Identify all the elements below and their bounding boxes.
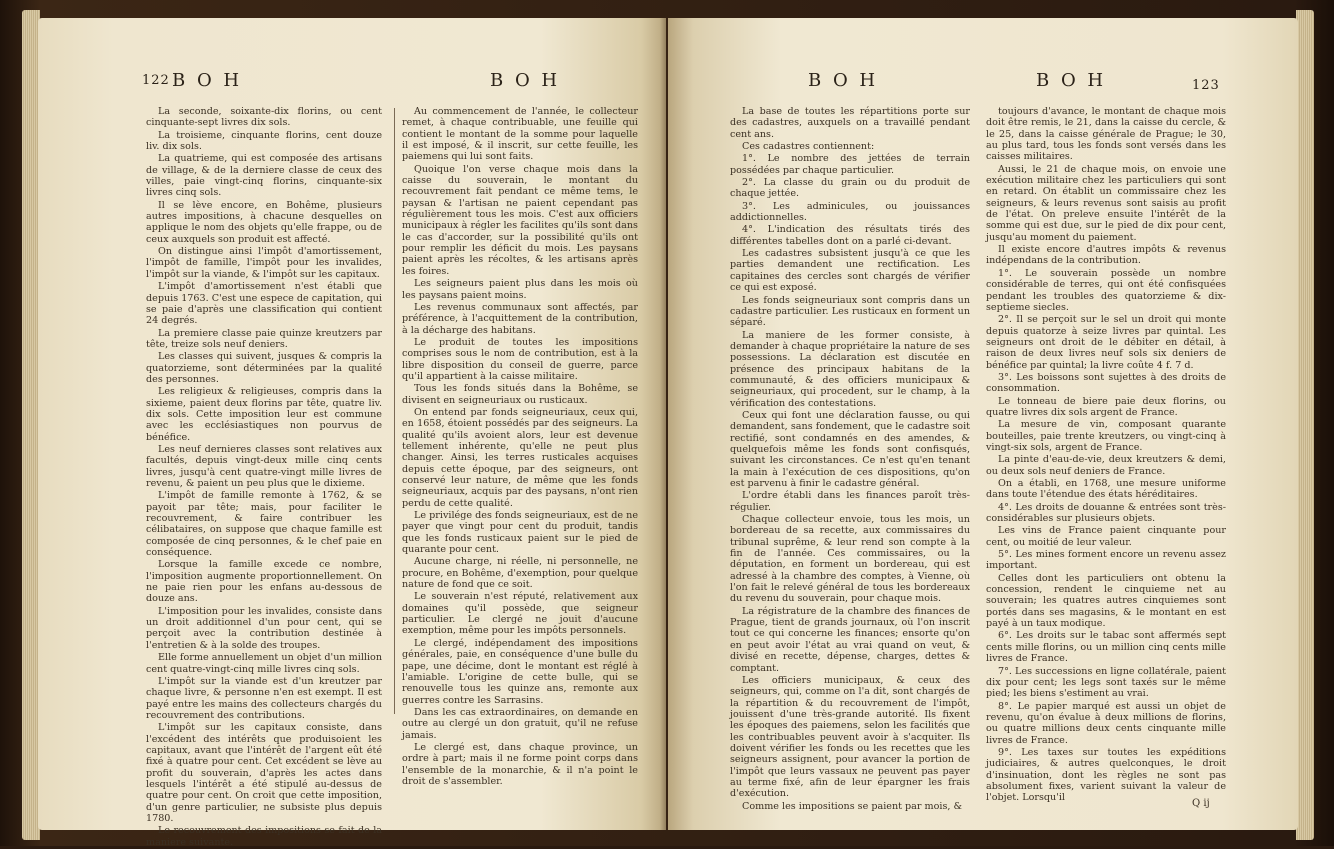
left-page-column-2 [402,106,638,788]
left-page-column-1 [146,106,382,849]
paragraph: Tous les fonds situés dans la Bohême, se divisent en seigneuriaux ou rusticaux. [402,383,638,406]
paragraph: Les officiers municipaux, & ceux des seigneurs, qui, comme on l'a dit, sont chargés de la répartition & du recouvrement de l'impôt, jouissent d'une très-grande autorité. Ils fixent les époques des paiemens, selon les facilités que les contribuables peuvent avoir à s'acquiter. Ils doivent vérifier les fonds ou les recettes que les seigneurs assignent, pour avancer la portion de l'impôt que leurs vassaux ne peuvent pas payer au terme fixé, afin de leur épargner les frais d'exécution. [730,674,970,800]
paragraph: La base de toutes les répartitions porte sur des cadastres, auxquels on a travaillé pendant cent ans. [730,106,970,140]
paragraph: La maniere de les former consiste, à demander à chaque propriétaire la nature de ses possessions. La déclaration est discutée en présence des principaux habitans de la communauté, & des officiers municipaux & seigneuriaux, qui procedent, sur le champ, à la vérification des contestations. [730,329,970,409]
paragraph: 2°. La classe du grain ou du produit de chaque jettée. [730,177,970,200]
paragraph: Dans les cas extraordinaires, on demande en outre au clergé un don gratuit, qu'il ne refuse jamais. [402,706,638,741]
paragraph: Le produit de toutes les impositions comprises sous le nom de contribution, est à la libre disposition du conseil de guerre, parce qu'il appartient à la caisse militaire. [402,336,638,382]
paragraph: Le recouvrement des impositions se fait de la maniere suivante. [146,825,382,848]
paragraph: Aucune charge, ni réelle, ni personnelle, ne procure, en Bohême, d'exemption, pour quelque nature de fond que ce soit. [402,556,638,591]
paragraph: 9°. Les taxes sur toutes les expéditions judiciaires, & autres quelconques, le droit d'insinuation, dont les règles ne sont pas absolument fixes, varient suivant la valeur de l'objet. Lorsqu'il [986,746,1226,804]
paragraph: Comme les impositions se paient par mois, & [742,800,963,812]
paragraph: Il se lève encore, en Bohême, plusieurs autres impositions, à chacune desquelles on applique le nom des objets qu'elle frappe, ou de ceux auxquels son produit est affecté. [146,199,382,245]
paragraph: L'imposition pour les invalides, consiste dans un droit additionnel d'un pour cent, qui se perçoit avec la contribution destinée à l'entretien & à la solde des troupes. [146,605,382,651]
paragraph: 5°. Les mines forment encore un revenu assez important. [986,549,1226,572]
paragraph: La troisieme, cinquante florins, cent douze liv. dix sols. [146,129,382,153]
paragraph: Lorsque la famille excede ce nombre, l'imposition augmente proportionnellement. On ne paie rien pour les enfans au-dessous de douze ans. [146,559,382,605]
paragraph: Les seigneurs paient plus dans les mois où les paysans paient moins. [402,278,638,301]
paragraph: Elle forme annuellement un objet d'un million cent quatre-vingt-cinq mille livres cinq sols. [146,652,382,675]
left-page-header [38,70,666,100]
paragraph: Celles dont les particuliers ont obtenu la concession, rendent le cinquieme net au souverain; les quatres autres cinquiemes sont portés dans ses magasins, & le montant en est payé à un taux modique. [986,572,1226,630]
paragraph: Les vins de France paient cinquante pour cent, ou moitié de leur valeur. [986,525,1226,548]
paragraph: Les cadastres subsistent jusqu'à ce que les parties demandent une rectification. Les capitaines des cercles sont chargés de vérifier ce qui est exposé. [730,248,970,294]
paragraph: Aussi, le 21 de chaque mois, on envoie une exécution militaire chez les particuliers qui sont en retard. On établit un commissaire chez les seigneurs, & leurs revenus sont saisis au profit de l'état. On preleve ensuite l'intérêt de la somme qui est due, sur le pied de dix pour cent, jusqu'au moment du paiement. [986,163,1226,243]
right-page-column-2 [986,106,1226,805]
paragraph: Le clergé est, dans chaque province, un ordre à part; mais il ne forme point corps dans l'ensemble de la monarchie, & il n'a point le droit de s'assembler. [402,741,638,787]
paragraph: Chaque collecteur envoie, tous les mois, un bordereau de sa recette, aux commissaires du tribunal suprême, & leur rend son compte à la fin de l'année. Ces commissaires, ou la députation, en forment un bordereau, qui est adressé à la chambre des comptes, à Vienne, où l'on fait le relevé général de tous les bordereaux du revenu du souverain, pour chaque mois. [730,514,970,605]
page-number: 123 [1192,78,1220,93]
header-word: B O H [808,70,879,91]
paragraph: La pinte d'eau-de-vie, deux kreutzers & demi, ou deux sols neuf deniers de France. [986,454,1226,477]
paragraph: 3°. Les boissons sont sujettes à des droits de consommation. [986,371,1226,395]
paragraph: La premiere classe paie quinze kreutzers par tête, treize sols neuf deniers. [146,327,382,350]
paragraph: La régistrature de la chambre des finances de Prague, tient de grands journaux, où l'on inscrit tout ce qui concerne les finances; ensorte qu'on en peut avoir l'état au vrai quand on veut, & divisé en recette, dépense, charges, dettes & comptant. [730,605,970,674]
left-page [38,18,666,848]
right-page-header [668,70,1298,100]
paragraph: L'ordre établi dans les finances paroît très-régulier. [730,490,970,513]
paragraph: Les revenus communaux sont affectés, par préférence, à l'acquittement de la contribution, à la décharge des habitans. [402,301,638,336]
header-word: B O H [1036,70,1107,91]
paragraph: 2°. Il se perçoit sur le sel un droit qui monte depuis quatorze à seize livres par quintal. Les seigneurs ont droit de le débiter en détail, à raison de deux livres neuf sols six deniers de bénéfice par quintal; la livre coûte 4 f. 7 d. [986,314,1226,371]
paragraph: On entend par fonds seigneuriaux, ceux qui, en 1658, étoient possédés par des seigneurs. La qualité qu'ils avoient alors, leur est devenue tellement inhérente, qu'elle ne peut plus changer. Ainsi, les terres rusticales acquises depuis cette époque, par des seigneurs, ont conservé leur nature, de même que les fonds seigneuriaux, acquis par des paysans, n'ont rien perdu de cette qualité. [402,406,638,509]
paragraph: Le clergé, indépendament des impositions générales, paie, en conséquence d'une bulle du pape, une décime, dont le montant est réglé à l'amiable. L'origine de cette bulle, qui se renouvelle tous les quinze ans, remonte aux guerres contre les Sarrasins. [402,637,638,706]
paragraph: On a établi, en 1768, une mesure uniforme dans toute l'étendue des états héréditaires. [986,478,1226,501]
header-word: B O H [172,70,243,91]
paragraph: La seconde, soixante-dix florins, ou cent cinquante-sept livres dix sols. [146,106,382,129]
paragraph: Les religieux & religieuses, compris dans la sixieme, paient deux florins par tête, quatre liv. dix sols. Cette imposition leur est commune avec les ecclésiastiques non pourvus de bénéfice. [146,386,382,443]
paragraph: On distingue ainsi l'impôt d'amortissement, l'impôt de famille, l'impôt pour les invalides, l'impôt sur la viande, & l'impôt sur les capitaux. [146,246,382,280]
paragraph: Quoique l'on verse chaque mois dans la caisse du souverain, le montant du recouvrement fait pendant ce même tems, le paysan & l'artisan ne paient cependant pas régulièrement tous les mois. C'est aux officiers municipaux à régler les facilites qu'ils sont dans le cas d'accorder, sur la possibilité qu'ils ont pour remplir les déficit du mois. Les paysans paient après les récoltes, & les artisans après les foires. [402,163,638,277]
paragraph: Les classes qui suivent, jusques & compris la quatorzieme, sont déterminées par la qualité des personnes. [146,351,382,385]
paragraph: 1°. Le nombre des jettées de terrain possédées par chaque particulier. [730,153,970,176]
paragraph: Il existe encore d'autres impôts & revenus indépendans de la contribution. [986,244,1226,267]
paragraph: L'impôt de famille remonte à 1762, & se payoit par tête; mais, pour faciliter le recouvrement, & faire contribuer les célibataires, on suppose que chaque famille est composée de cinq personnes, & le chef paie en conséquence. [146,490,382,559]
paragraph: Le privilége des fonds seigneuriaux, est de ne payer que vingt pour cent du produit, tandis que les fonds rusticaux paient sur le pied de quarante pour cent. [402,510,638,556]
paragraph: 4°. L'indication des résultats tirés des différentes tabelles dont on a parlé ci-devant. [730,224,970,247]
paragraph: 4°. Les droits de douanne & entrées sont très-considérables sur plusieurs objets. [986,501,1226,525]
paragraph: 8°. Le papier marqué est aussi un objet de revenu, qu'on évalue à deux millions de florins, ou quatre millions deux cents cinquante mille livres de France. [986,700,1226,746]
paragraph: La mesure de vin, composant quarante bouteilles, paie trente kreutzers, ou vingt-cinq à vingt-six sols, argent de France. [986,419,1226,453]
paragraph: La quatrieme, qui est composée des artisans de village, & de la derniere classe de ceux des villes, paie vingt-cinq florins, cinquante-six livres cinq sols. [146,153,382,199]
header-word: B O H [490,70,561,91]
paragraph: toujours d'avance, le montant de chaque mois doit être remis, le 21, dans la caisse du cercle, & le 25, dans la caisse générale de Prague; le 30, au plus tard, tous les fonds sont versés dans les caisses militaires. [986,106,1226,163]
paragraph: Au commencement de l'année, le collecteur remet, à chaque contribuable, une feuille qui contient le montant de la somme pour laquelle il est imposé, & il inscrit, sur cette feuille, les paiemens qui lui sont faits. [402,106,638,163]
paragraph: L'impôt sur les capitaux consiste, dans l'excédent des intérêts que produisoient les capitaux, avant que l'intérêt de l'argent eût été fixé à quatre pour cent. Cet excédent se lève au profit du souverain, d'après les actes dans lesquels l'intérêt a été stipulé au-dessus de quatre pour cent. On croit que cette imposition, d'un genre particulier, ne subsiste plus depuis 1780. [146,722,382,824]
signature-mark: Q ij [1192,798,1210,809]
paragraph: Le souverain n'est réputé, relativement aux domaines qu'il possède, que seigneur particulier. Le clergé ne jouit d'aucune exemption, même pour les impôts personnels. [402,591,638,637]
paragraph: 7°. Les successions en ligne collatérale, paient dix pour cent; les legs sont taxés sur le même pied; les biens s'estiment au vrai. [986,665,1226,700]
paragraph: Ces cadastres contiennent: [742,141,875,153]
paragraph: L'impôt d'amortissement n'est établi que depuis 1763. C'est une espece de capitation, qui se paie d'après une classification qui contient 24 degrés. [146,281,382,327]
paragraph: Le tonneau de biere paie deux florins, ou quatre livres dix sols argent de France. [986,395,1226,418]
column-divider [394,108,395,714]
paragraph: Les neuf dernieres classes sont relatives aux facultés, depuis vingt-deux mille cinq cents livres, jusqu'à cent quatre-vingt mille livres de revenu, & paient un peu plus que le dixieme. [146,443,382,489]
paragraph: L'impôt sur la viande est d'un kreutzer par chaque livre, & personne n'en est exempt. Il est payé entre les mains des collecteurs chargés du recouvrement des contributions. [146,675,382,721]
paragraph: 3°. Les adminicules, ou jouissances addictionnelles. [730,200,970,224]
right-page [668,18,1298,830]
right-page-edges [1296,10,1314,840]
paragraph: 6°. Les droits sur le tabac sont affermés sept cents mille florins, ou un million cinq cents mille livres de France. [986,630,1226,665]
page-number: 122 [142,73,170,88]
paragraph: Les fonds seigneuriaux sont compris dans un cadastre particulier. Les rusticaux en forment un séparé. [730,294,970,329]
paragraph: 1°. Le souverain possède un nombre considérable de terres, qui ont été confisquées pendant les troubles des quatorzieme & dix-septieme siecles. [986,267,1226,313]
right-page-column-1 [730,106,970,813]
paragraph: Ceux qui font une déclaration fausse, ou qui demandent, sans fondement, que le cadastre soit rectifié, sont condamnés en des amendes, & quelquefois même les fonds sont confisqués, suivant les circonstances. Ce n'est qu'en tenant la main à l'exécution de ces dispositions, qu'on est parvenu à finir le cadastre général. [730,409,970,489]
